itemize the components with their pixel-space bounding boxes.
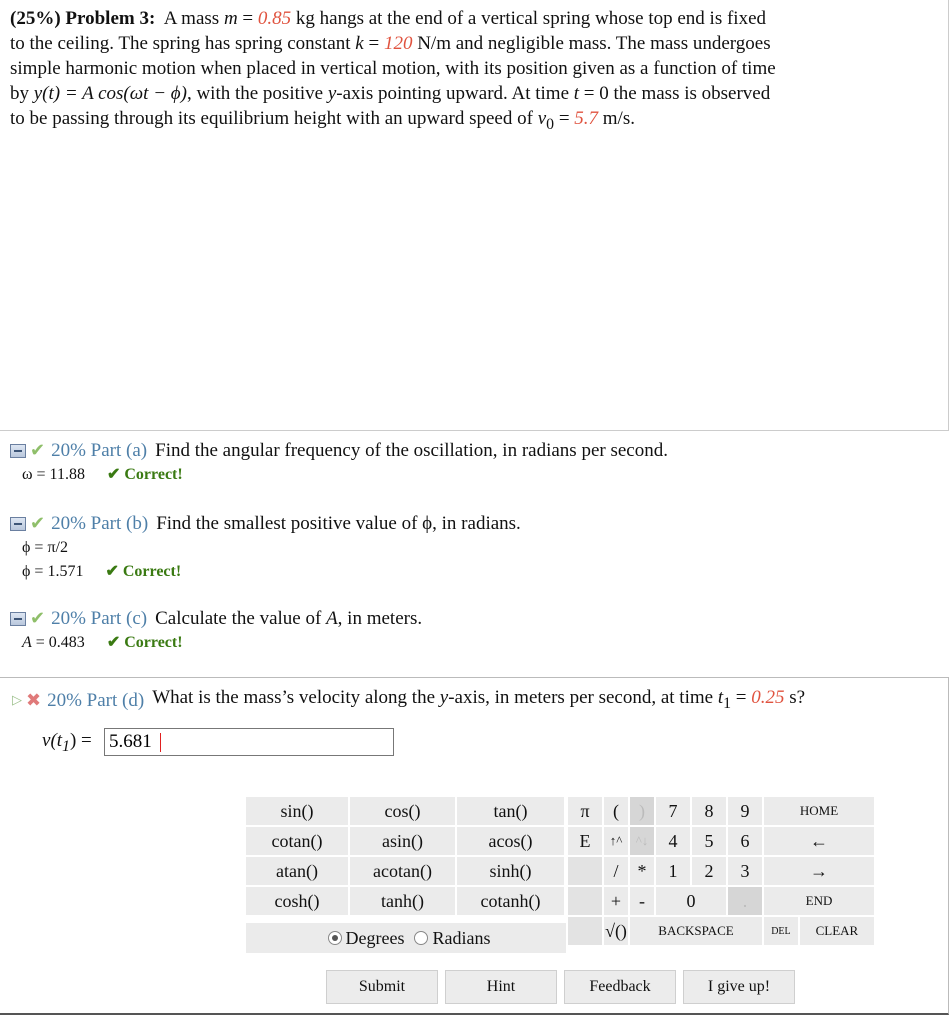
initial-speed-value: 5.7 bbox=[574, 108, 599, 129]
key-e[interactable]: E bbox=[568, 827, 602, 855]
angle-unit-selector bbox=[246, 923, 566, 953]
cross-icon: ✖ bbox=[26, 689, 42, 711]
key-1[interactable]: 1 bbox=[656, 857, 690, 885]
part-b-question: Find the smallest positive value of ϕ, in radians. bbox=[156, 513, 521, 534]
part-a-label: 20% Part (a) bbox=[51, 440, 148, 461]
key-minus[interactable]: - bbox=[630, 887, 654, 915]
part-d-question: What is the mass’s velocity along the y-axis, in meters per second, at time $t_1 = 0.25$ s? bbox=[152, 687, 806, 712]
give-up-button[interactable]: I give up! bbox=[683, 970, 795, 1004]
collapse-icon[interactable] bbox=[10, 612, 26, 626]
function-keys bbox=[244, 795, 566, 917]
part-c bbox=[10, 607, 422, 655]
part-c-status: ✔ Correct! bbox=[106, 634, 183, 651]
key-backspace[interactable]: BACKSPACE bbox=[630, 917, 762, 945]
collapse-icon[interactable] bbox=[10, 517, 26, 531]
collapse-icon[interactable] bbox=[10, 444, 26, 458]
text-cursor bbox=[160, 733, 161, 752]
key-del[interactable]: DEL bbox=[764, 917, 798, 945]
key-multiply[interactable]: * bbox=[630, 857, 654, 885]
problem-panel bbox=[0, 0, 949, 431]
key-2[interactable]: 2 bbox=[692, 857, 726, 885]
key-end[interactable]: END bbox=[764, 887, 874, 915]
key-home[interactable]: HOME bbox=[764, 797, 874, 825]
key-power-down[interactable]: ^↓ bbox=[630, 827, 654, 855]
radians-label: Radians bbox=[432, 927, 491, 948]
key-4[interactable]: 4 bbox=[656, 827, 690, 855]
checkmark-icon: ✔ bbox=[30, 440, 46, 461]
part-b-label: 20% Part (b) bbox=[51, 513, 149, 534]
key-clear[interactable]: CLEAR bbox=[800, 917, 874, 945]
feedback-button[interactable]: Feedback bbox=[564, 970, 676, 1004]
part-c-question: Calculate the value of A, in meters. bbox=[155, 608, 423, 629]
part-b bbox=[10, 512, 521, 584]
radians-radio[interactable] bbox=[414, 931, 428, 945]
spring-constant-value: 120 bbox=[383, 33, 413, 54]
degrees-label: Degrees bbox=[345, 927, 405, 948]
key-acos[interactable]: acos() bbox=[457, 827, 564, 855]
key-cos[interactable]: cos() bbox=[350, 797, 455, 825]
position-function: y(t) = A cos(ωt − ϕ) bbox=[33, 83, 187, 104]
part-a bbox=[10, 439, 668, 487]
part-b-answer-2: ϕ = 1.571 bbox=[22, 563, 84, 580]
key-9[interactable]: 9 bbox=[728, 797, 762, 825]
key-3[interactable]: 3 bbox=[728, 857, 762, 885]
key-left-arrow[interactable]: ← bbox=[764, 827, 874, 855]
key-0[interactable]: 0 bbox=[656, 887, 726, 915]
key-sin[interactable]: sin() bbox=[246, 797, 348, 825]
part-c-answer: A = 0.483 bbox=[22, 634, 85, 651]
part-d-label: 20% Part (d) bbox=[47, 689, 145, 711]
key-asin[interactable]: asin() bbox=[350, 827, 455, 855]
key-divide[interactable]: / bbox=[604, 857, 628, 885]
key-8[interactable]: 8 bbox=[692, 797, 726, 825]
submit-button[interactable]: Submit bbox=[326, 970, 438, 1004]
key-blank bbox=[568, 857, 602, 885]
part-b-status: ✔ Correct! bbox=[105, 563, 182, 580]
key-pi[interactable]: π bbox=[568, 797, 602, 825]
key-atan[interactable]: atan() bbox=[246, 857, 348, 885]
part-a-question: Find the angular frequency of the oscillation, in radians per second. bbox=[155, 440, 668, 461]
checkmark-icon: ✔ bbox=[30, 513, 46, 534]
keypad-grid bbox=[566, 795, 876, 947]
problem-statement: (25%) Problem 3: A mass m = 0.85 kg hangs at the end of a vertical spring whose top end is fixed to the ceiling. The spring has spring constant k = 120 N/m and negligible mass. The mass undergoes simple harmonic motion when placed in vertical motion, with its position given as a function of time by y(t) = A cos(ωt − ϕ), with the positive y-axis pointing upward. At time t = 0 the mass is observed to be passing through its equilibrium height with an upward speed of $v_0 = 5.7$ m/s. bbox=[10, 8, 776, 133]
key-decimal[interactable]: . bbox=[728, 887, 762, 915]
part-d bbox=[12, 686, 805, 716]
play-icon: ▷ bbox=[12, 692, 22, 708]
checkmark-icon: ✔ bbox=[30, 608, 46, 629]
key-plus[interactable]: + bbox=[604, 887, 628, 915]
key-7[interactable]: 7 bbox=[656, 797, 690, 825]
part-c-label: 20% Part (c) bbox=[51, 608, 148, 629]
key-blank bbox=[568, 887, 602, 915]
t1-value: 0.25 bbox=[751, 687, 785, 708]
part-a-status: ✔ Correct! bbox=[106, 466, 183, 483]
key-5[interactable]: 5 bbox=[692, 827, 726, 855]
key-blank bbox=[568, 917, 602, 945]
key-tan[interactable]: tan() bbox=[457, 797, 564, 825]
answer-label: $v(t_1)$ = bbox=[42, 730, 92, 755]
key-cosh[interactable]: cosh() bbox=[246, 887, 348, 915]
part-b-answer-1: ϕ = π/2 bbox=[22, 539, 68, 556]
problem-number: (25%) Problem 3: bbox=[10, 8, 156, 29]
part-a-answer: ω = 11.88 bbox=[22, 466, 85, 483]
answer-input[interactable] bbox=[104, 728, 394, 756]
mass-value: 0.85 bbox=[257, 8, 292, 29]
hint-button[interactable]: Hint bbox=[445, 970, 557, 1004]
key-sinh[interactable]: sinh() bbox=[457, 857, 564, 885]
degrees-radio[interactable] bbox=[328, 931, 342, 945]
calculator-keypad bbox=[244, 795, 876, 953]
key-cotanh[interactable]: cotanh() bbox=[457, 887, 564, 915]
key-acotan[interactable]: acotan() bbox=[350, 857, 455, 885]
key-cotan[interactable]: cotan() bbox=[246, 827, 348, 855]
key-sqrt[interactable]: √() bbox=[604, 917, 628, 945]
key-open-paren[interactable]: ( bbox=[604, 797, 628, 825]
key-right-arrow[interactable]: → bbox=[764, 857, 874, 885]
key-6[interactable]: 6 bbox=[728, 827, 762, 855]
key-close-paren[interactable]: ) bbox=[630, 797, 654, 825]
key-tanh[interactable]: tanh() bbox=[350, 887, 455, 915]
key-power-up[interactable]: ↑^ bbox=[604, 827, 628, 855]
